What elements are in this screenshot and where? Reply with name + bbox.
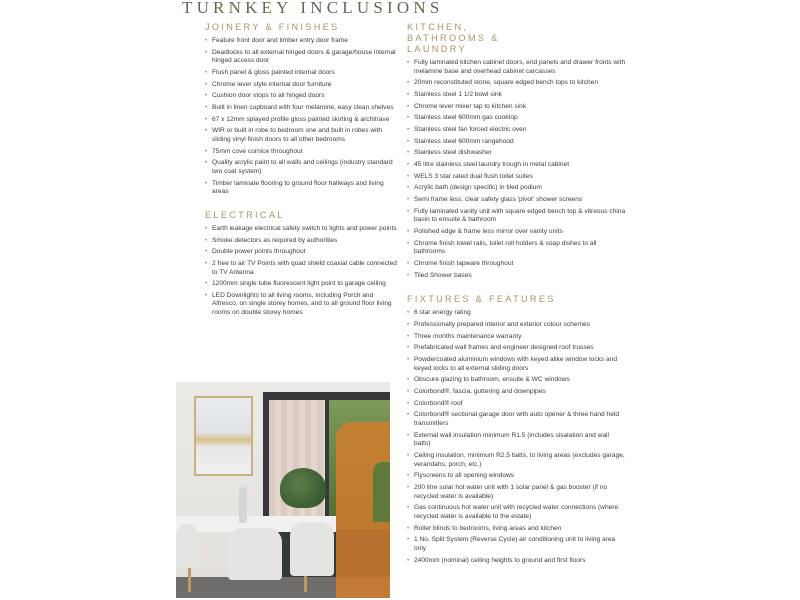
list-item: • Ceiling insulation, minimum R2.5 batts, to living areas (excludes garage, verandahs, porch, etc.) [407,452,627,469]
wall-artwork [194,396,253,476]
right-column [407,22,627,578]
dining-chair [228,528,282,580]
list-item: • Timber laminate flooring to ground floor hallways and living areas [205,180,400,197]
list-item: • Fully laminated kitchen cabinet doors, end panels and drawer fronts with melamine base and overhead cabinet carcasses [407,59,627,76]
list-item: • Stainless steel 1 1/2 bowl sink [407,91,627,100]
door-glass-panel [269,400,325,530]
list-item: • Double power points throughout [205,248,400,257]
list-item: • Acrylic bath (design specific) in tiled podium [407,184,627,193]
section-heading: ELECTRICAL [205,209,285,220]
inclusion-list [407,309,627,565]
list-item: • Colorbond® sectional garage door with auto opener & three hand held transmitters [407,411,627,428]
list-item: • 2 free to air TV Points with quad shield coaxial cable connected to TV Antenna [205,260,400,277]
inclusion-list [205,225,400,318]
list-item: • 1 No. Split System (Reverse Cycle) air conditioning unit to living area only [407,536,627,553]
list-item: • 2400mm (nominal) ceiling heights to ground and first floors [407,557,627,566]
list-item: • LED Downlights to all living rooms, including Porch and Alfresco, on single storey homes, and to all ground floor living rooms on double storey homes [205,292,400,318]
dining-chair [290,522,334,576]
section-heading: KITCHEN, BATHROOMS & LAUNDRY [407,22,500,54]
list-item: • Earth leakage electrical safety switch to lights and power points [205,225,400,234]
section-electrical [205,210,400,318]
list-item: • WELS 3 star rated dual flush toilet suites [407,173,627,182]
list-item: • Professionally prepared interior and exterior colour schemes [407,321,627,330]
list-item: • Smoke detectors as required by authorities [205,237,400,246]
list-item: • Semi frame less, clear safety glass 'pivot' shower screens [407,196,627,205]
list-item: • Colorbond® roof [407,400,627,409]
list-item: • WIR or built in robe to bedroom one and built in robes with sliding vinyl finish doors to all other bedrooms [205,127,400,144]
list-item: • Feature front door and timber entry door frame [205,37,400,46]
list-item: • Obscure glazing to bathroom, ensuite & WC windows [407,376,627,385]
list-item: • Stainless steel 600mm rangehood [407,138,627,147]
page-title: TURNKEY INCLUSIONS [182,0,444,17]
inclusion-list [205,37,400,197]
list-item: • 75mm cove cornice throughout [205,148,400,157]
list-item: • Colorbond®, fascia, guttering and downpipes [407,388,627,397]
arch-window-garden [373,462,390,522]
section-kitchen-bathrooms-laundry [407,22,627,280]
list-item: • Chrome lever mixer tap to kitchen sink [407,103,627,112]
list-item: • 20mm reconstituted stone, square edged bench tops to kitchen [407,79,627,88]
list-item: • Built in linen cupboard with four melamine, easy clean shelves [205,104,400,113]
list-item: • Flush panel & gloss painted internal doors [205,69,400,78]
list-item: • 67 x 12mm splayed profile gloss painted skirting & architrave [205,116,400,125]
list-item: • Cushion door stops to all hinged doors [205,92,400,101]
list-item: • Deadlocks to all external hinged doors & garage/house internal hinged access door [205,49,400,66]
dining-room-photo [176,382,390,598]
section-joinery-finishes [205,22,400,197]
left-column [205,22,400,331]
dining-chair [176,524,198,568]
list-item: • Fully laminated vanity unit with square edged bench top & vitreous china basin to ensuite & bathroom [407,208,627,225]
list-item: • External wall insulation minimum R1.5 (includes sisalation and wall batts) [407,432,627,449]
list-item: • Chrome finish tapware throughout [407,260,627,269]
list-item: • 45 litre stainless steel laundry trough in metal cabinet [407,161,627,170]
glass-bottle [239,487,247,523]
list-item: • Chrome finish towel rails, toilet roll holders & soap dishes to all bathrooms [407,240,627,257]
list-item: • Powdercoated aluminium windows with keyed alike window locks and keyed locks to all external sliding doors [407,356,627,373]
list-item: • Stainless steel dishwasher [407,149,627,158]
list-item: • Chrome lever style internal door furniture [205,81,400,90]
indoor-plant [280,468,326,508]
list-item: • Flyscreens to all opening windows [407,472,627,481]
list-item: • Roller blinds to bedrooms, living areas and kitchen [407,525,627,534]
list-item: • Prefabricated wall frames and engineer designed roof trusses [407,344,627,353]
list-item: • 200 litre solar hot water unit with 1 solar panel & gas booster (if no recycled water is available) [407,484,627,501]
list-item: • Stainless steel fan forced electric oven [407,126,627,135]
inclusion-list [407,59,627,280]
list-item: • Stainless steel 600mm gas cooktop [407,114,627,123]
list-item: • 1200mm single tube fluorescent light point to garage ceiling [205,280,400,289]
list-item: • Quality acrylic paint to all walls and ceilings (industry standard two coat system) [205,159,400,176]
section-fixtures-features [407,294,627,565]
section-heading: JOINERY & FINISHES [205,22,340,32]
list-item: • Three months maintenance warranty [407,333,627,342]
list-item: • 6 star energy rating [407,309,627,318]
list-item: • Polished edge & frame less mirror over vanity units [407,228,627,237]
list-item: • Tiled Shower bases [407,272,627,281]
list-item: • Gas continuous hot water unit with recycled water connections (where recycled water is available to the estate) [407,504,627,521]
section-heading: FIXTURES & FEATURES [407,294,556,305]
